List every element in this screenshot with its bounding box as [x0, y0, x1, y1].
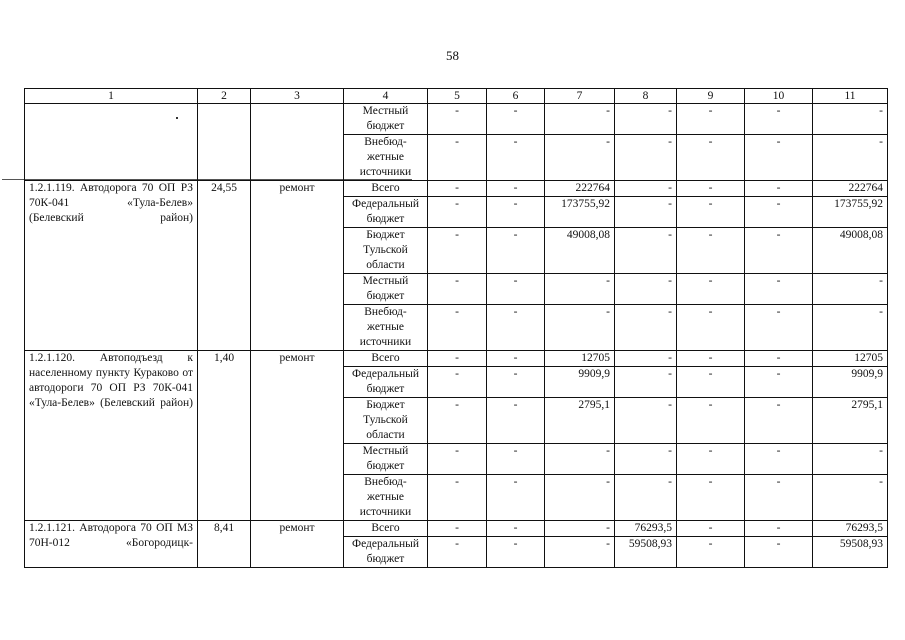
amount-cell: 2795,1 [545, 398, 615, 444]
amount-cell: - [487, 305, 545, 351]
funding-source: Всего [344, 521, 428, 537]
amount-cell: - [615, 181, 677, 197]
page-number: 58 [446, 48, 459, 63]
amount-cell: - [487, 444, 545, 475]
amount-cell: - [677, 305, 745, 351]
amount-cell: - [745, 351, 813, 367]
amount-cell: - [677, 537, 745, 568]
funding-source: Внебюд-жетные источники [344, 305, 428, 351]
amount-cell: - [428, 228, 487, 274]
amount-cell: - [545, 305, 615, 351]
amount-cell: - [428, 444, 487, 475]
road-length: 8,41 [198, 521, 251, 568]
amount-cell: - [615, 398, 677, 444]
amount-cell: - [428, 367, 487, 398]
amount-cell: - [487, 274, 545, 305]
column-number: 1 [25, 89, 198, 104]
amount-cell: - [745, 367, 813, 398]
amount-cell: - [745, 104, 813, 135]
amount-cell: - [677, 475, 745, 521]
continued-cell [25, 104, 198, 181]
amount-cell: - [545, 444, 615, 475]
funding-source: Всего [344, 351, 428, 367]
amount-cell: - [487, 521, 545, 537]
column-number-row [25, 89, 888, 104]
amount-cell: - [487, 181, 545, 197]
amount-cell: - [428, 521, 487, 537]
road-object-name: 1.2.1.119. Автодорога 70 ОП РЗ 70К-041 «Тула-Белев» (Белевский район) [25, 181, 198, 351]
amount-cell: - [677, 274, 745, 305]
amount-cell: - [545, 274, 615, 305]
amount-cell: - [487, 135, 545, 181]
amount-cell: - [487, 537, 545, 568]
funding-source: Бюджет Тульской области [344, 228, 428, 274]
funding-source: Местный бюджет [344, 444, 428, 475]
amount-cell: - [677, 228, 745, 274]
amount-cell: 59508,93 [615, 537, 677, 568]
amount-cell: - [745, 305, 813, 351]
amount-cell: - [487, 197, 545, 228]
amount-cell: 9909,9 [545, 367, 615, 398]
amount-cell: 76293,5 [615, 521, 677, 537]
amount-cell: - [487, 228, 545, 274]
amount-cell: - [545, 537, 615, 568]
amount-cell: - [615, 104, 677, 135]
work-type: ремонт [251, 521, 344, 568]
column-number: 6 [487, 89, 545, 104]
amount-cell: - [428, 104, 487, 135]
amount-cell: - [615, 135, 677, 181]
column-number: 3 [251, 89, 344, 104]
road-length: 24,55 [198, 181, 251, 351]
amount-cell: - [615, 274, 677, 305]
funding-source: Федеральный бюджет [344, 367, 428, 398]
amount-cell: 12705 [813, 351, 888, 367]
amount-cell: - [677, 367, 745, 398]
funding-source: Федеральный бюджет [344, 197, 428, 228]
amount-cell: 173755,92 [813, 197, 888, 228]
amount-cell: - [677, 197, 745, 228]
column-number: 11 [813, 89, 888, 104]
funding-source: Бюджет Тульской области [344, 398, 428, 444]
column-number: 7 [545, 89, 615, 104]
column-number: 9 [677, 89, 745, 104]
column-number: 5 [428, 89, 487, 104]
funding-source: Местный бюджет [344, 104, 428, 135]
road-object-name: 1.2.1.120. Автоподъезд к населенному пункту Кураково от автодороги 70 ОП РЗ 70К-041 «Тула-Белев» (Белевский район) [25, 351, 198, 521]
road-object-name: 1.2.1.121. Автодорога 70 ОП МЗ 70Н-012 «Богородицк- [25, 521, 198, 568]
amount-cell: - [428, 351, 487, 367]
amount-cell: - [545, 521, 615, 537]
amount-cell: - [745, 197, 813, 228]
amount-cell: 222764 [813, 181, 888, 197]
financing-table [24, 88, 888, 568]
road-length: 1,40 [198, 351, 251, 521]
amount-cell: - [677, 521, 745, 537]
amount-cell: - [745, 181, 813, 197]
amount-cell: 59508,93 [813, 537, 888, 568]
amount-cell: 9909,9 [813, 367, 888, 398]
amount-cell: - [615, 305, 677, 351]
amount-cell: - [745, 135, 813, 181]
funding-row [25, 181, 888, 197]
amount-cell: - [813, 135, 888, 181]
amount-cell: - [745, 475, 813, 521]
funding-row [25, 521, 888, 537]
amount-cell: - [615, 475, 677, 521]
amount-cell: - [487, 351, 545, 367]
amount-cell: - [487, 104, 545, 135]
amount-cell: - [677, 104, 745, 135]
funding-source: Всего [344, 181, 428, 197]
amount-cell: - [487, 475, 545, 521]
amount-cell: - [428, 305, 487, 351]
amount-cell: - [745, 537, 813, 568]
amount-cell: 222764 [545, 181, 615, 197]
amount-cell: 12705 [545, 351, 615, 367]
amount-cell: - [428, 398, 487, 444]
amount-cell: - [545, 104, 615, 135]
amount-cell: - [813, 104, 888, 135]
amount-cell: - [677, 181, 745, 197]
amount-cell: - [677, 444, 745, 475]
column-number: 8 [615, 89, 677, 104]
funding-row [25, 351, 888, 367]
amount-cell: - [428, 475, 487, 521]
amount-cell: - [677, 398, 745, 444]
amount-cell: - [745, 228, 813, 274]
amount-cell: - [428, 537, 487, 568]
column-number: 2 [198, 89, 251, 104]
amount-cell: - [428, 135, 487, 181]
amount-cell: 2795,1 [813, 398, 888, 444]
funding-source: Внебюд-жетные источники [344, 475, 428, 521]
amount-cell: - [545, 135, 615, 181]
column-number: 4 [344, 89, 428, 104]
amount-cell: - [428, 181, 487, 197]
amount-cell: - [677, 351, 745, 367]
continued-row [25, 104, 888, 135]
amount-cell: - [813, 444, 888, 475]
amount-cell: - [487, 367, 545, 398]
amount-cell: - [545, 475, 615, 521]
funding-source: Внебюд-жетные источники [344, 135, 428, 181]
amount-cell: - [745, 521, 813, 537]
column-number: 10 [745, 89, 813, 104]
funding-source: Федеральный бюджет [344, 537, 428, 568]
amount-cell: - [615, 197, 677, 228]
amount-cell: - [813, 475, 888, 521]
amount-cell: - [615, 351, 677, 367]
amount-cell: - [428, 274, 487, 305]
amount-cell: - [745, 444, 813, 475]
amount-cell: 49008,08 [545, 228, 615, 274]
amount-cell: - [615, 228, 677, 274]
continued-cell [251, 104, 344, 181]
amount-cell: - [428, 197, 487, 228]
amount-cell: - [677, 135, 745, 181]
work-type: ремонт [251, 181, 344, 351]
amount-cell: - [615, 444, 677, 475]
amount-cell: - [615, 367, 677, 398]
amount-cell: 173755,92 [545, 197, 615, 228]
amount-cell: - [745, 398, 813, 444]
funding-source: Местный бюджет [344, 274, 428, 305]
amount-cell: 49008,08 [813, 228, 888, 274]
amount-cell: 76293,5 [813, 521, 888, 537]
amount-cell: - [487, 398, 545, 444]
work-type: ремонт [251, 351, 344, 521]
amount-cell: - [745, 274, 813, 305]
amount-cell: - [813, 274, 888, 305]
amount-cell: - [813, 305, 888, 351]
continued-cell [198, 104, 251, 181]
